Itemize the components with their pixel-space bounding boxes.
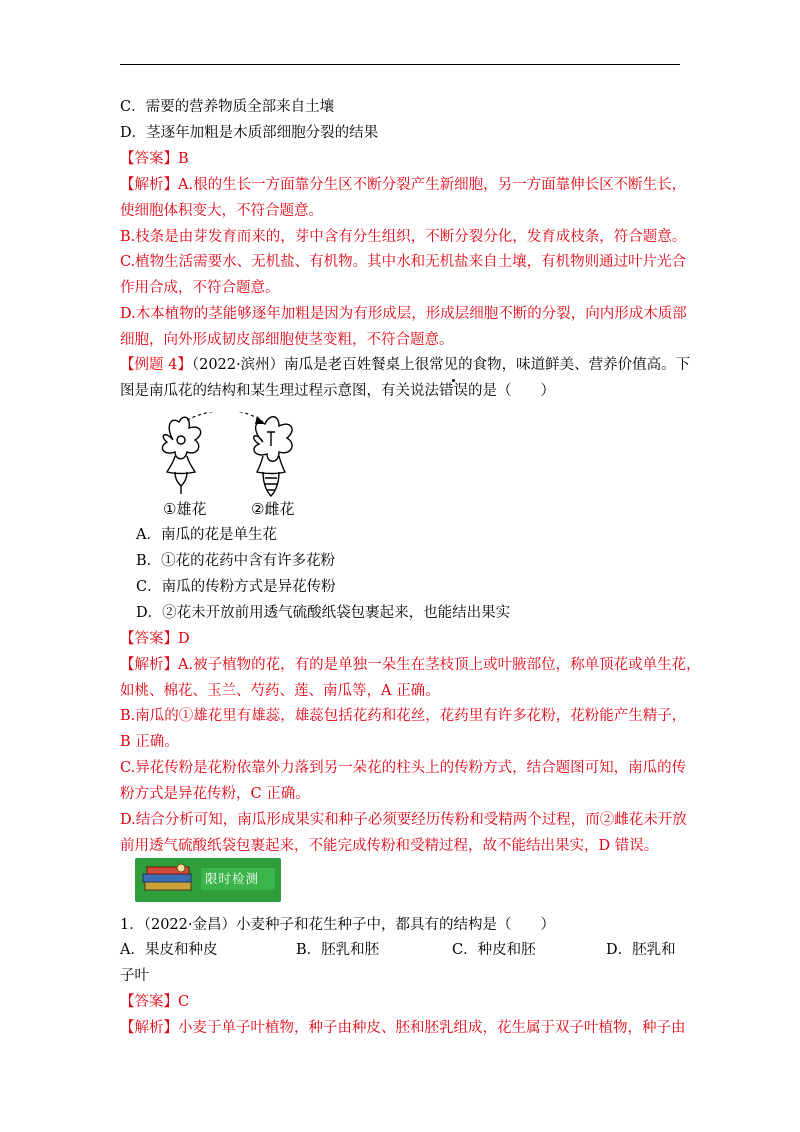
option-d: D．②花未开放前用透气硫酸纸袋包裹起来，也能结出果实: [136, 605, 511, 621]
analysis-text: B.枝条是由芽发育而来的，芽中含有分生组织，不断分裂分化，发育成枝条，符合题意。: [120, 229, 687, 245]
analysis-tag: 【解析】: [120, 177, 178, 193]
emphasis-word: 错误: [439, 383, 468, 399]
male-flower-label: ①雄花: [163, 500, 207, 517]
analysis-text: B.南瓜的①雄花里有雄蕊，雄蕊包括花药和花丝，花药里有许多花粉，花粉能产生精子，: [120, 708, 687, 724]
example-stem: [120, 356, 690, 374]
analysis-text: B 正确。: [120, 734, 179, 750]
example-tag: 【例题 4】: [120, 357, 192, 373]
analysis-text: C.植物生活需要水、无机盐、有机物。其中水和无机盐来自土壤，有机物则通过叶片光合: [120, 254, 687, 270]
option-c: C．南瓜的传粉方式是异花传粉: [136, 579, 336, 595]
analysis-text: 粉方式是异花传粉，C 正确。: [120, 786, 310, 802]
option-b: B．①花的花药中含有许多花粉: [136, 553, 336, 569]
banner-label: 限时检测: [201, 868, 275, 890]
analysis-tag: 【解析】: [120, 657, 178, 673]
flower-diagram: [145, 412, 320, 517]
option-d-continued: 子叶: [120, 968, 149, 984]
analysis-text: 细胞，向外形成韧皮部细胞使茎变粗，不符合题意。: [120, 332, 454, 348]
analysis-text: A.被子植物的花，有的是单独一朵生在茎枝顶上或叶腋部位，称单顶花或单生花，: [178, 657, 701, 673]
option-b: B．胚乳和胚: [296, 942, 380, 958]
stem-text: 图是南瓜花的结构和某生理过程示意图，有关说法: [120, 383, 439, 399]
question-stem: 1．（2022·金昌）小麦种子和花生种子中，都具有的结构是（ ）: [120, 917, 555, 933]
female-flower: [254, 417, 292, 496]
analysis-text: D.木本植物的茎能够逐年加粗是因为有形成层，形成层细胞不断的分裂，向内形成木质部: [120, 306, 687, 322]
books-icon: [141, 862, 199, 898]
analysis-tag: 【解析】: [120, 1020, 178, 1036]
emphasis-text: [439, 382, 468, 400]
option-a: A．果皮和种皮: [120, 942, 218, 958]
option-c: C．种皮和胚: [452, 942, 536, 958]
analysis-text: 小麦于单子叶植物，种子由种皮、胚和胚乳组成，花生属于双子叶植物，种子由: [178, 1020, 686, 1036]
female-flower-label: ②雌花: [251, 500, 295, 517]
stem-text: 的是（ ）: [468, 383, 555, 399]
analysis-text: 作用合成，不符合题意。: [120, 280, 280, 296]
answer-line: [120, 150, 189, 168]
option-c: C．需要的营养物质全部来自土壤: [120, 99, 335, 115]
answer-line: [120, 630, 190, 648]
option-d: D．茎逐年加粗是木质部细胞分裂的结果: [120, 125, 379, 141]
analysis-text: A.根的生长一方面靠分生区不断分裂产生新细胞，另一方面靠伸长区不断生长，: [178, 177, 687, 193]
flower-figure: [145, 412, 320, 517]
answer-value: B: [178, 151, 189, 167]
analysis-text: D.结合分析可知，南瓜形成果实和种子必须要经历传粉和受精两个过程，而②雌花未开放: [120, 812, 687, 828]
stem-text: （2022·滨州）南瓜是老百姓餐桌上很常见的食物，味道鲜美、营养价值高。下: [191, 357, 691, 373]
analysis-line: [120, 1019, 686, 1037]
answer-value: D: [178, 631, 190, 647]
answer-tag: 【答案】: [120, 151, 178, 167]
pollination-arrow: [187, 412, 263, 422]
analysis-text: 使细胞体积变大，不符合题意。: [120, 203, 323, 219]
answer-tag: 【答案】: [120, 994, 178, 1010]
analysis-line: [120, 176, 686, 194]
header-rule: [120, 64, 680, 65]
analysis-text: 前用透气硫酸纸袋包裹起来，不能完成传粉和受精过程，故不能结出果实，D 错误。: [120, 838, 659, 854]
option-d: D．胚乳和: [606, 942, 676, 958]
example-stem-2: [120, 382, 555, 400]
answer-value: C: [178, 994, 190, 1010]
answer-tag: 【答案】: [120, 631, 178, 647]
analysis-line: [120, 656, 701, 674]
analysis-text: 如桃、棉花、玉兰、芍药、莲、南瓜等，A 正确。: [120, 683, 440, 699]
analysis-text: C.异花传粉是花粉依靠外力落到另一朵花的柱头上的传粉方式，结合题图可知，南瓜的传: [120, 760, 687, 776]
answer-line: [120, 993, 189, 1011]
option-a: A．南瓜的花是单生花: [136, 527, 277, 543]
section-banner: [135, 858, 281, 902]
male-flower: [162, 417, 200, 494]
